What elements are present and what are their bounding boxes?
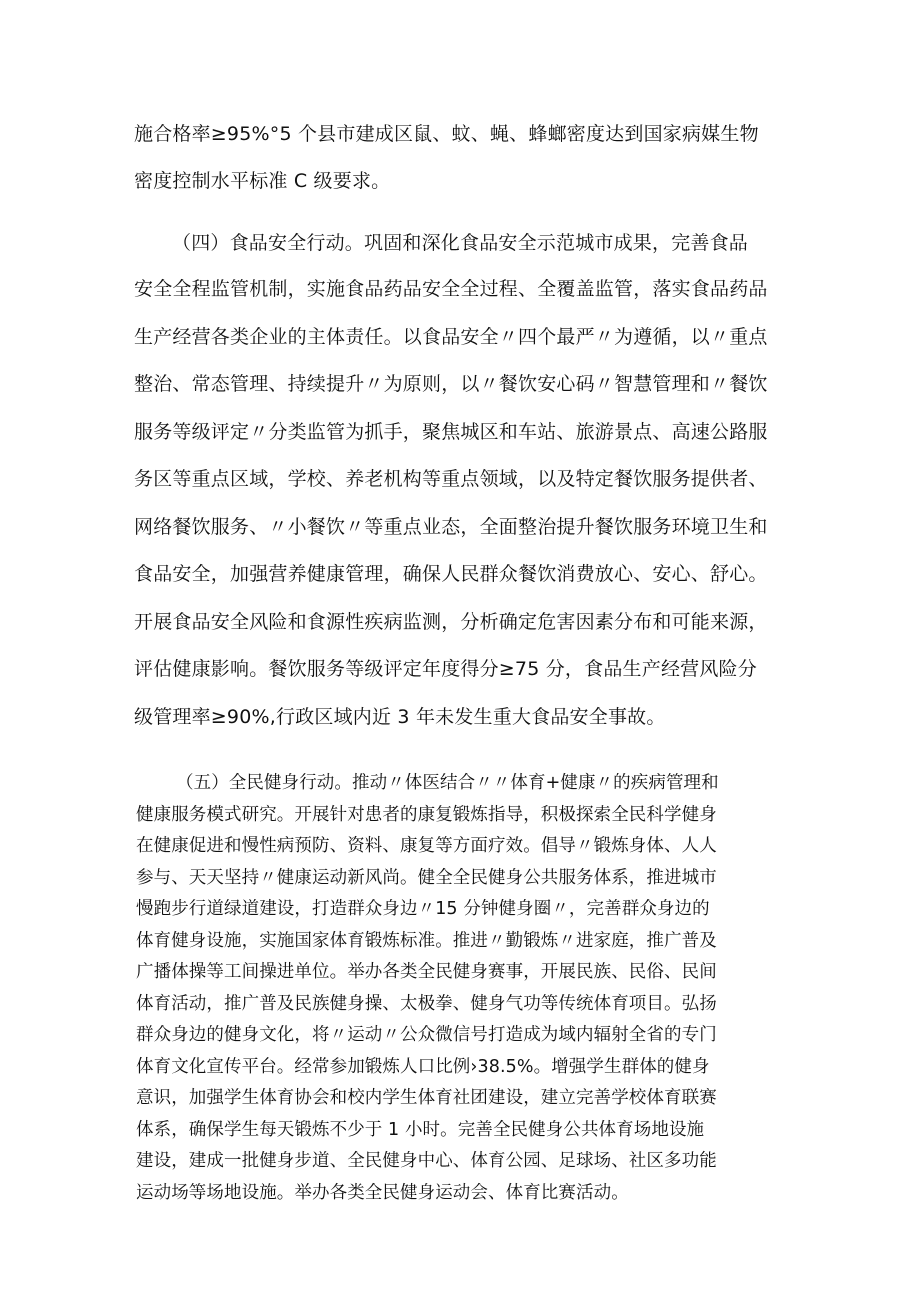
- paragraph-line: 密度控制水平标准 C 级要求。: [134, 170, 391, 192]
- paragraph-line: 意识，加强学生体育协会和校内学生体育社团建设，建立完善学校体育联赛: [136, 1088, 717, 1108]
- paragraph-line: 开展食品安全风险和食源性疾病监测，分析确定危害因素分布和可能来源，: [134, 611, 768, 633]
- paragraph-line: 慢跑步行道绿道建设，打造群众身边〃15 分钟健身圈〃，完善群众身边的: [136, 899, 710, 919]
- paragraph-line: 在健康促进和慢性病预防、资料、康复等方面疗效。倡导〃锻炼身体、人人: [136, 836, 717, 856]
- paragraph-line: 广播体操等工间操进单位。举办各类全民健身赛事，开展民族、民俗、民间: [136, 962, 717, 982]
- paragraph-line: 级管理率≥90%,行政区域内近 3 年未发生重大食品安全事故。: [134, 706, 666, 728]
- section-5-heading-line: （五）全民健身行动。推动〃体医结合〃〃体育+健康〃的疾病管理和: [176, 773, 719, 793]
- paragraph-line: 群众身边的健身文化，将〃运动〃公众微信号打造成为域内辐射全省的专门: [136, 1025, 717, 1045]
- paragraph-line: 建设，建成一批健身步道、全民健身中心、体育公园、足球场、社区多功能: [136, 1151, 717, 1171]
- paragraph-line: 体育活动，推广普及民族健身操、太极拳、健身气功等传统体育项目。弘扬: [136, 994, 717, 1014]
- paragraph-line: 体育文化宣传平台。经常参加锻炼人口比例›38.5%。增强学生群体的健身: [136, 1057, 710, 1077]
- paragraph-line: 评估健康影响。餐饮服务等级评定年度得分≥75 分，食品生产经营风险分: [134, 658, 757, 680]
- paragraph-line: 务区等重点区域，学校、养老机构等重点领域，以及特定餐饮服务提供者、: [134, 468, 768, 490]
- paragraph-line: 参与、天天坚持〃健康运动新风尚。健全全民健身公共服务体系，推进城市: [136, 868, 717, 888]
- paragraph-line: 体育健身设施，实施国家体育锻炼标准。推进〃勤锻炼〃进家庭，推广普及: [136, 931, 717, 951]
- paragraph-line: 体系，确保学生每天锻炼不少于 1 小时。完善全民健身公共体育场地设施: [136, 1120, 705, 1140]
- section-4-heading-line: （四）食品安全行动。巩固和深化食品安全示范城市成果，完善食品: [172, 232, 749, 254]
- paragraph-line: 食品安全，加强营养健康管理，确保人民群众餐饮消费放心、安心、舒心。: [134, 563, 768, 585]
- paragraph-line: 安全全程监管机制，实施食品药品安全全过程、全覆盖监管，落实食品药品: [134, 278, 768, 300]
- paragraph-line: 运动场等场地设施。举办各类全民健身运动会、体育比赛活动。: [136, 1183, 629, 1203]
- paragraph-line: 服务等级评定〃分类监管为抓手，聚焦城区和车站、旅游景点、高速公路服: [134, 421, 768, 443]
- paragraph-line: 施合格率≥95%°5 个县市建成区鼠、蚊、蝇、蜂螂密度达到国家病媒生物: [134, 123, 759, 145]
- paragraph-line: 网络餐饮服务、〃小餐饮〃等重点业态，全面整治提升餐饮服务环境卫生和: [134, 516, 768, 538]
- paragraph-line: 整治、常态管理、持续提升〃为原则，以〃餐饮安心码〃智慧管理和〃餐饮: [134, 373, 768, 395]
- paragraph-line: 生产经营各类企业的主体责任。以食品安全〃四个最严〃为遵循，以〃重点: [134, 326, 768, 348]
- paragraph-line: 健康服务模式研究。开展针对患者的康复锻炼指导，积极探索全民科学健身: [136, 805, 717, 825]
